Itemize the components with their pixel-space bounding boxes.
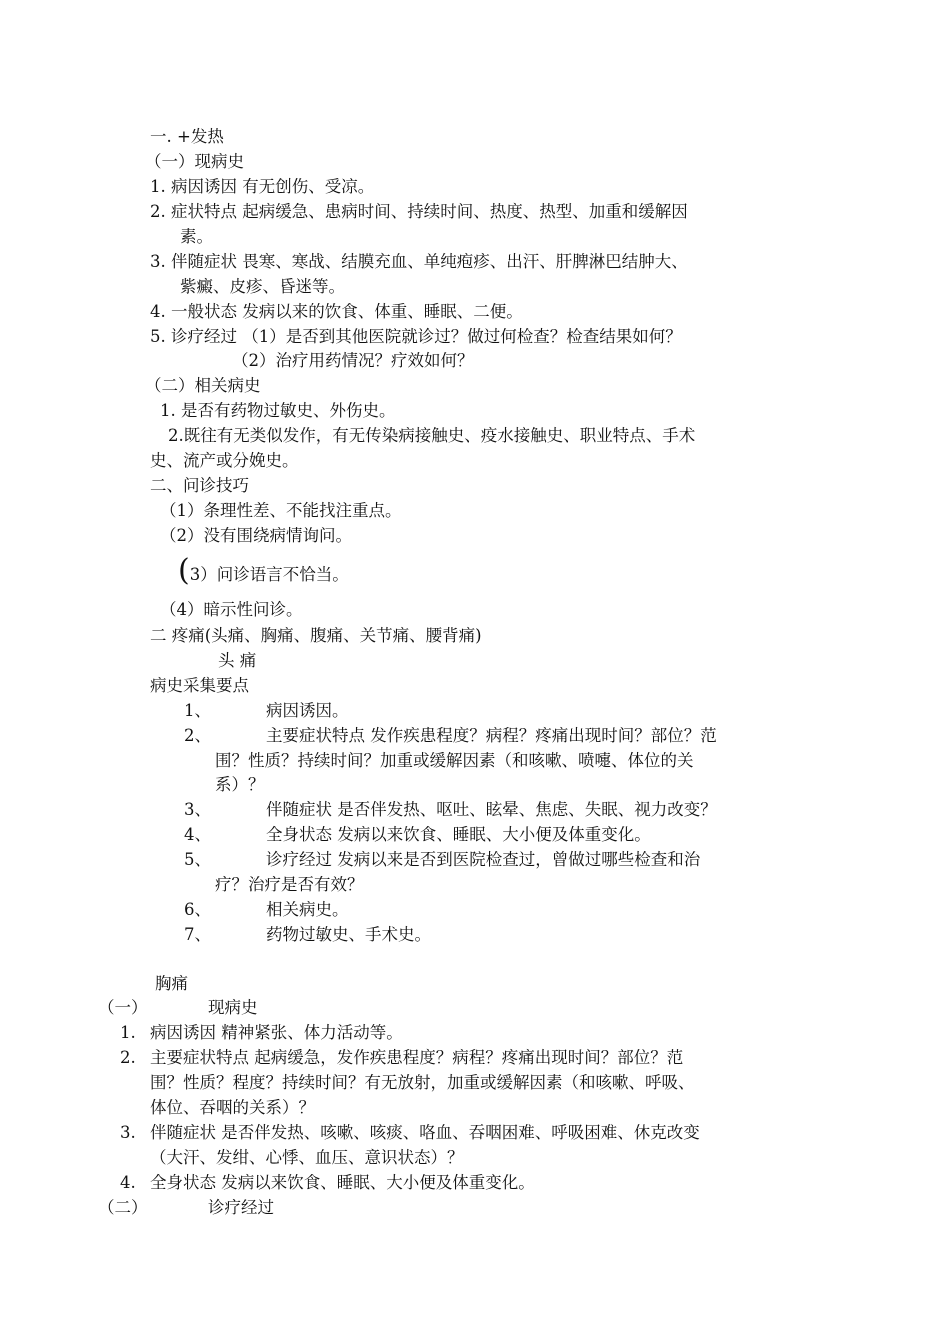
fever-item-1: 1. 病因诱因 有无创伤、受凉。	[150, 177, 375, 196]
chest-item-cont: （大汗、发绀、心悸、血压、意识状态）？	[150, 1148, 464, 1167]
chest-item-num: 2.	[120, 1048, 136, 1067]
headache-item-num: 2、	[184, 726, 211, 745]
interview-skill-1: （1）条理性差、不能找注重点。	[160, 501, 402, 520]
chest-treatment-heading: 诊疗经过	[208, 1198, 274, 1217]
headache-item-text: 全身状态 发病以来饮食、睡眠、大小便及体重变化。	[266, 825, 651, 844]
headache-item-text: 伴随症状 是否伴发热、呕吐、眩晕、焦虑、失眠、视力改变？	[266, 800, 717, 819]
chest-item-cont: 体位、吞咽的关系）？	[150, 1098, 315, 1117]
headache-item-num: 1、	[184, 701, 211, 720]
headache-item-num: 5、	[184, 850, 211, 869]
fever-present-illness-heading: （一）现病史	[145, 152, 244, 171]
headache-item-num: 3、	[184, 800, 211, 819]
chest-item-text: 病因诱因 精神紧张、体力活动等。	[150, 1023, 403, 1042]
fever-heading: 一. +发热	[150, 127, 224, 146]
headache-item-text: 相关病史。	[266, 900, 349, 919]
fever-item-3: 3. 伴随症状 畏寒、寒战、结膜充血、单纯疱疹、出汗、肝脾淋巴结肿大、	[150, 252, 688, 271]
chest-item-text: 主要症状特点 起病缓急，发作疾患程度？病程？疼痛出现时间？部位？范	[150, 1048, 684, 1067]
fever-item-2-cont: 素。	[180, 227, 213, 246]
headache-item-text: 病因诱因。	[266, 701, 349, 720]
fever-item-3-cont: 紫癜、皮疹、昏迷等。	[180, 277, 345, 296]
fever-item-4: 4. 一般状态 发病以来的饮食、体重、睡眠、二便。	[150, 302, 523, 321]
headache-item-text: 主要症状特点 发作疾患程度？病程？疼痛出现时间？部位？范	[266, 726, 717, 745]
headache-item-cont: 疗？治疗是否有效？	[215, 875, 364, 894]
fever-history-1: 1. 是否有药物过敏史、外伤史。	[160, 401, 396, 420]
headache-item-cont: 围？性质？持续时间？加重或缓解因素（和咳嗽、喷嚏、体位的关	[215, 751, 694, 770]
open-paren: (	[178, 553, 190, 588]
headache-item-text: 诊疗经过 发病以来是否到医院检查过，曾做过哪些检查和治	[266, 850, 701, 869]
interview-skill-3-text: 3）问诊语言不恰当。	[189, 565, 349, 584]
interview-skills-heading: 二、问诊技巧	[150, 476, 249, 495]
fever-item-5: 5. 诊疗经过 （1）是否到其他医院就诊过？做过何检查？检查结果如何？	[150, 327, 682, 346]
fever-history-2-cont: 史、流产或分娩史。	[150, 451, 299, 470]
chest-item-text: 伴随症状 是否伴发热、咳嗽、咳痰、咯血、吞咽困难、呼吸困难、休克改变	[150, 1123, 700, 1142]
headache-item-cont: 系）？	[215, 775, 265, 794]
chest-item-num: 1.	[120, 1023, 136, 1042]
chest-item-text: 全身状态 发病以来饮食、睡眠、大小便及体重变化。	[150, 1173, 535, 1192]
headache-item-num: 4、	[184, 825, 211, 844]
fever-item-2: 2. 症状特点 起病缓急、患病时间、持续时间、热度、热型、加重和缓解因	[150, 202, 688, 221]
headache-item-text: 药物过敏史、手术史。	[266, 925, 431, 944]
chest-pain-heading: 胸痛	[155, 974, 188, 993]
fever-history-2: 2.既往有无类似发作，有无传染病接触史、疫水接触史、职业特点、手术	[168, 426, 696, 445]
fever-related-history-heading: （二）相关病史	[145, 376, 261, 395]
interview-skill-3	[178, 553, 349, 588]
interview-skill-4: （4）暗示性问诊。	[160, 600, 303, 619]
history-points-title: 病史采集要点	[150, 676, 249, 695]
chest-present-illness-heading: 现病史	[208, 998, 258, 1017]
pain-heading: 二 疼痛(头痛、胸痛、腹痛、关节痛、腰背痛)	[150, 626, 482, 645]
headache-item-num: 7、	[184, 925, 211, 944]
chest-item-num: 4.	[120, 1173, 136, 1192]
headache-heading: 头 痛	[218, 651, 257, 670]
headache-item-num: 6、	[184, 900, 211, 919]
interview-skill-2: （2）没有围绕病情询问。	[160, 526, 352, 545]
chest-item-num: 3.	[120, 1123, 136, 1142]
chest-present-illness-num: （一）	[98, 998, 148, 1017]
chest-treatment-num: （二）	[98, 1198, 148, 1217]
chest-item-cont: 围？性质？程度？持续时间？有无放射，加重或缓解因素（和咳嗽、呼吸、	[150, 1073, 695, 1092]
fever-item-5-cont: （2）治疗用药情况？疗效如何？	[232, 351, 474, 370]
